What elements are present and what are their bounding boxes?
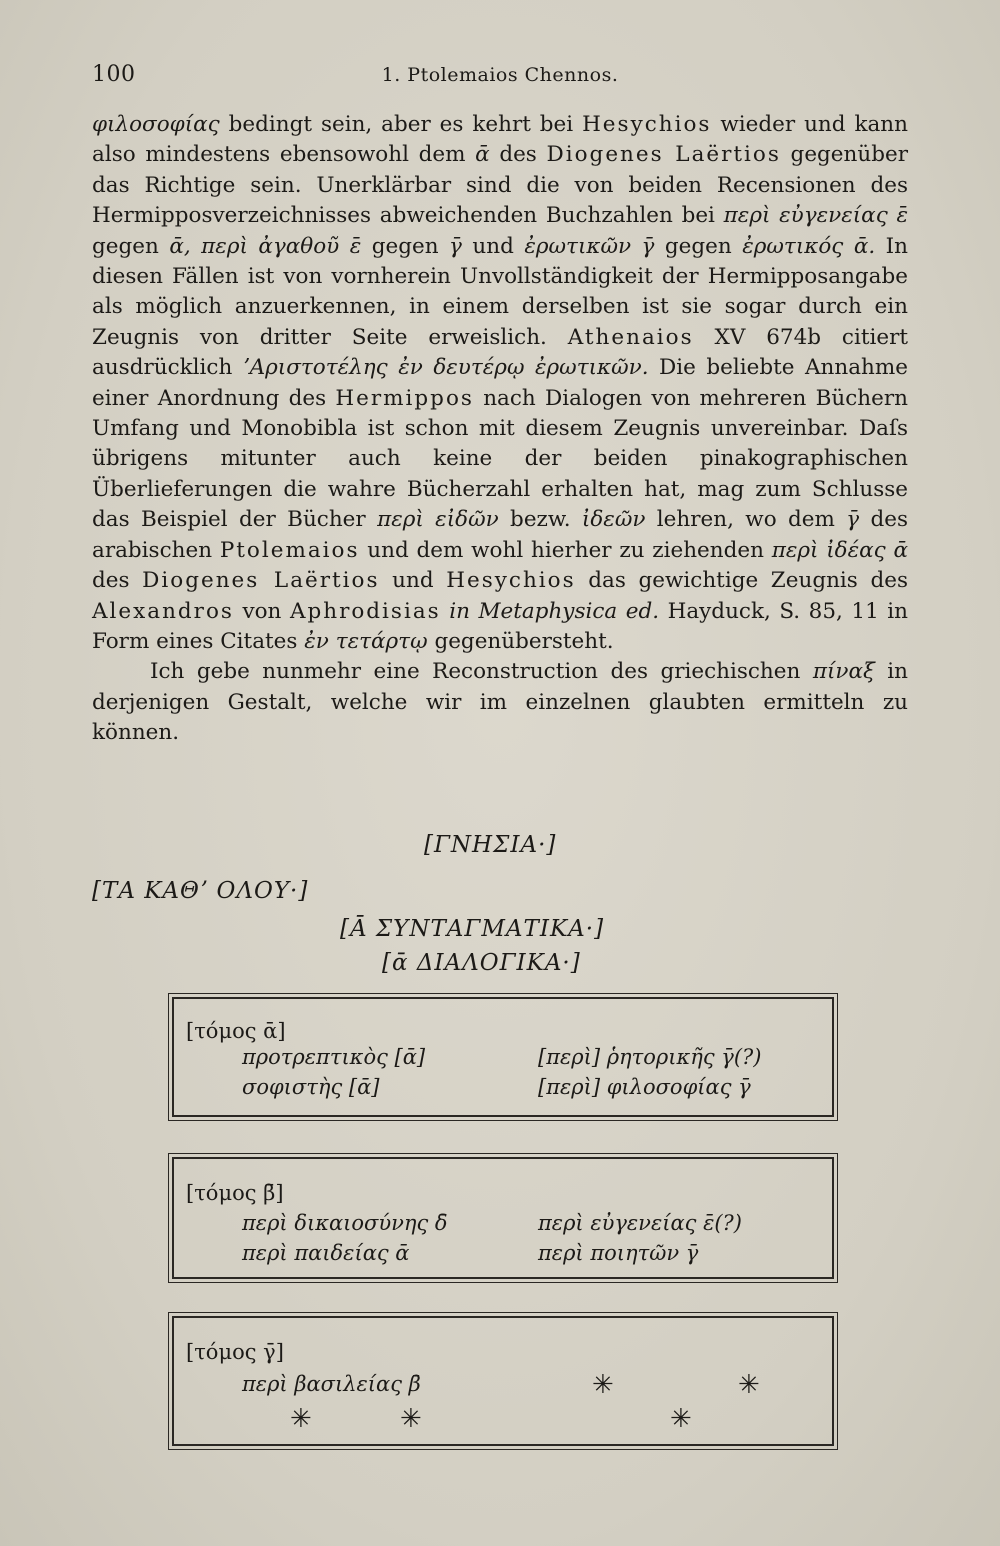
- text-run: in derjenigen Gestalt, welche wir im einzelnen glaubten ermitteln zu können.: [92, 659, 908, 746]
- asterisk-icon: ✳: [592, 1370, 614, 1400]
- spaced-name: Ptolemaios: [219, 537, 360, 563]
- text-run: bezw.: [498, 507, 582, 533]
- text-run: des: [92, 568, 143, 594]
- spaced-name: Diogenes Laërtios: [142, 568, 380, 594]
- greek-text: γ̄: [449, 233, 462, 259]
- text-run: [441, 599, 450, 624]
- spaced-name: Hesychios: [582, 112, 712, 137]
- paragraph: [92, 110, 908, 657]
- spaced-name: Alexandros: [92, 598, 234, 624]
- heading-ta-kath-holou: [ΤΑ ΚΑΘʼ ΟΛΟΥ·]: [92, 878, 309, 904]
- greek-text: ἰδεῶν: [581, 507, 646, 533]
- greek-text: πίναξ: [812, 659, 875, 685]
- text-run: des arabischen: [92, 507, 908, 563]
- text-run: Hayduck, S. 85, 11 in Form eines Citates: [92, 598, 908, 654]
- work-title: περὶ εὐγενείας ε̄(?): [538, 1211, 742, 1235]
- text-run: gegenüber das Richtige sein. Unerklärbar sind die von beiden Recensionen des Hermipposverzeichnisses abweichenden Buchzahlen bei: [92, 142, 908, 229]
- spaced-name: Hesychios: [446, 568, 576, 594]
- work-title: περὶ δικαιοσύνης δ̄: [242, 1211, 448, 1235]
- text-run: und: [379, 568, 447, 594]
- volume-label: [τόμος β̄]: [186, 1181, 284, 1205]
- greek-text: ἐν τετάρτῳ: [304, 628, 428, 654]
- heading-dialogika: [ᾱ ΔΙΑΛΟΓΙΚΑ·]: [382, 950, 581, 976]
- text-run: des: [489, 142, 547, 168]
- work-title: περὶ βασιλείας β̄: [242, 1372, 421, 1396]
- text-run: gegen: [361, 233, 450, 259]
- work-title: [περὶ] ῥητορικῆς γ̄(?): [538, 1045, 762, 1069]
- volume-box-3: [172, 1316, 834, 1446]
- text-run: das gewichtige Zeugnis des: [575, 568, 908, 594]
- greek-text: ᾱ, περὶ ἀγαθοῦ ε̄: [169, 233, 362, 259]
- greek-text: γ̄: [846, 507, 860, 533]
- text-run: Die beliebte Annahme einer Anordnung des: [92, 355, 908, 411]
- spaced-name: Diogenes Laërtios: [546, 142, 781, 168]
- greek-text: περὶ ἰδέας ᾱ: [771, 537, 908, 563]
- work-title: προτρεπτικὸς [ᾱ]: [242, 1045, 426, 1069]
- text-run: bedingt sein, aber es kehrt bei: [219, 112, 583, 137]
- page-number: 100: [92, 62, 136, 87]
- greek-text: ʼΑριστοτέλης ἐν δευτέρῳ ἐρωτικῶν.: [242, 355, 649, 381]
- greek-text: ἐρωτικῶν γ̄: [524, 233, 655, 259]
- volume-label: [τόμος γ̄]: [186, 1340, 284, 1364]
- spaced-name: Aphrodisias: [289, 598, 441, 624]
- greek-text: in Metaphysica ed.: [449, 598, 660, 624]
- body-text: [92, 110, 908, 749]
- running-head: [92, 62, 908, 94]
- spaced-name: Hermippos: [335, 385, 474, 411]
- volume-box-1: [172, 997, 834, 1117]
- text-run: gegenübersteht.: [427, 628, 614, 654]
- text-run: wieder und kann also mindestens ebensowohl dem: [92, 112, 908, 168]
- work-title: [περὶ] φιλοσοφίας γ̄: [538, 1075, 751, 1099]
- greek-text: περὶ εὐγενείας ε̄: [723, 203, 908, 229]
- asterisk-icon: ✳: [738, 1370, 760, 1400]
- greek-text: περὶ εἰδῶν: [377, 507, 499, 533]
- work-title: περὶ ποιητῶν γ̄: [538, 1241, 699, 1265]
- asterisk-icon: ✳: [290, 1404, 312, 1434]
- volume-label: [τόμος ᾱ]: [186, 1019, 286, 1043]
- text-run: gegen: [654, 233, 743, 259]
- asterisk-icon: ✳: [400, 1404, 422, 1434]
- text-run: In diesen Fällen ist von vornherein Unvollständigkeit der Hermipposangabe als möglich anzuerkennen, in einem derselben ist sie sogar durch ein Zeugnis von dritter Seite erweislich.: [92, 233, 909, 350]
- greek-text: ἐρωτικός ᾱ.: [742, 233, 876, 259]
- text-run: lehren, wo dem: [645, 507, 847, 533]
- text-run: und dem wohl hierher zu ziehenden: [359, 537, 772, 563]
- text-run: XV 674b citiert ausdrücklich: [92, 324, 908, 381]
- paragraph: [92, 657, 908, 748]
- spaced-name: Athenaios: [567, 324, 694, 350]
- text-run: Ich gebe nunmehr eine Reconstruction des griechischen: [150, 659, 813, 685]
- greek-text: φιλοσοφίας: [92, 112, 220, 137]
- heading-gnesia: [ΓΝΗΣΙΑ·]: [424, 832, 557, 858]
- heading-syntagmatika: [Ā ΣΥΝΤΑΓΜΑΤΙΚΑ·]: [340, 916, 605, 942]
- asterisk-icon: ✳: [670, 1404, 692, 1434]
- text-run: nach Dialogen von mehreren Büchern Umfang und Monobibla ist schon mit diesem Zeugnis unvereinbar. Daſs übrigens mitunter auch keine der beiden pinakographischen Überlieferungen die wahre Bücherzahl erhalten hat, mag zum Schlusse das Beispiel der Bücher: [92, 385, 908, 533]
- text-run: und: [461, 233, 525, 259]
- greek-text: ᾱ: [475, 142, 490, 168]
- work-title: περὶ παιδείας ᾱ: [242, 1241, 410, 1265]
- running-title: 1. Ptolemaios Chennos.: [381, 64, 619, 86]
- text-run: von: [233, 598, 290, 624]
- volume-box-2: [172, 1157, 834, 1279]
- work-title: σοφιστὴς [ᾱ]: [242, 1075, 380, 1099]
- text-run: gegen: [92, 233, 170, 259]
